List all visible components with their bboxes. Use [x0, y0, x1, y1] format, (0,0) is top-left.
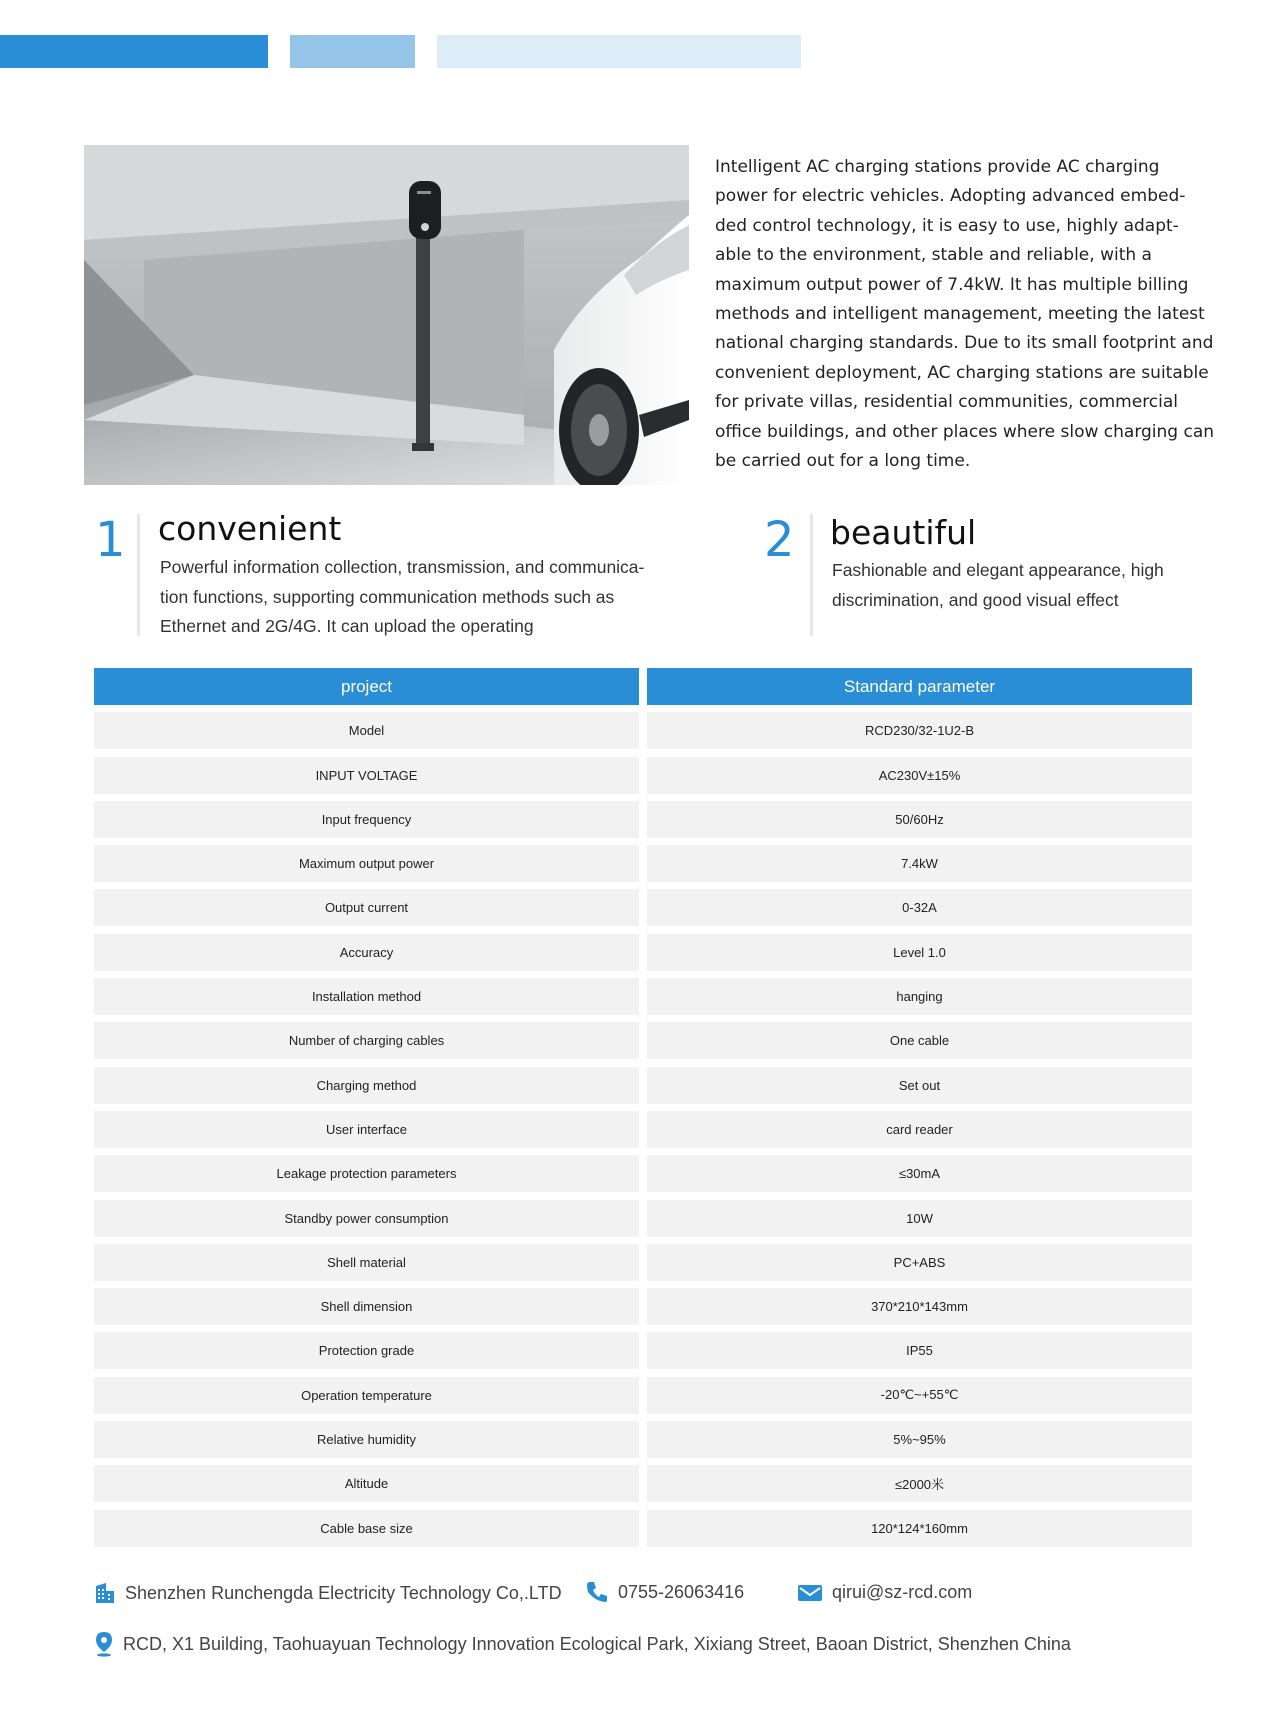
- table-row: [94, 757, 1192, 794]
- spec-value: 0-32A: [647, 889, 1192, 926]
- feature-description: Fashionable and elegant appearance, high discrimination, and good visual effect: [832, 560, 1164, 610]
- feature-title: convenient: [158, 509, 342, 548]
- spec-label: Model: [94, 712, 639, 749]
- header-standard-parameter: Standard parameter: [647, 668, 1192, 705]
- company-name: Shenzhen Runchengda Electricity Technology Co,.LTD: [125, 1582, 562, 1603]
- header-accent-bar-medium: [290, 35, 415, 68]
- table-row: [94, 1332, 1192, 1369]
- specs-table: [94, 668, 1192, 1554]
- spec-label: Relative humidity: [94, 1421, 639, 1458]
- spec-value: ≤30mA: [647, 1155, 1192, 1192]
- location-pin-icon: [94, 1631, 114, 1657]
- header-accent-bar-dark: [0, 35, 268, 68]
- spec-value: AC230V±15%: [647, 757, 1192, 794]
- spec-value: RCD230/32-1U2-B: [647, 712, 1192, 749]
- spec-value: 50/60Hz: [647, 801, 1192, 838]
- table-row: [94, 1465, 1192, 1502]
- spec-label: Output current: [94, 889, 639, 926]
- spec-value: 5%~95%: [647, 1421, 1192, 1458]
- feature-description: Powerful information collection, transmission, and communica- tion functions, supporting communication methods such as Ethernet and 2G/4G. It can upload the operating: [160, 557, 645, 636]
- spec-label: Accuracy: [94, 934, 639, 971]
- spec-value: -20℃~+55℃: [647, 1377, 1192, 1414]
- spec-value: PC+ABS: [647, 1244, 1192, 1281]
- address-text: RCD, X1 Building, Taohuayuan Technology Innovation Ecological Park, Xixiang Street, Baoan District, Shenzhen China: [123, 1633, 1071, 1654]
- table-row: [94, 1510, 1192, 1547]
- spec-label: Shell material: [94, 1244, 639, 1281]
- table-row: [94, 712, 1192, 749]
- spec-value: Set out: [647, 1067, 1192, 1104]
- spec-label: INPUT VOLTAGE: [94, 757, 639, 794]
- spec-value: Level 1.0: [647, 934, 1192, 971]
- table-row: [94, 1155, 1192, 1192]
- phone-icon: [585, 1580, 609, 1604]
- spec-label: Leakage protection parameters: [94, 1155, 639, 1192]
- spec-label: Installation method: [94, 978, 639, 1015]
- table-row: [94, 889, 1192, 926]
- phone-number[interactable]: 0755-26063416: [618, 1581, 745, 1602]
- feature-divider: [810, 514, 813, 636]
- footer-address: [94, 1631, 1071, 1657]
- spec-label: Standby power consumption: [94, 1200, 639, 1237]
- footer-company: [94, 1582, 562, 1604]
- table-row: [94, 1421, 1192, 1458]
- spec-value: 120*124*160mm: [647, 1510, 1192, 1547]
- mail-icon: [797, 1583, 823, 1603]
- table-row: [94, 1200, 1192, 1237]
- spec-value: hanging: [647, 978, 1192, 1015]
- email-address[interactable]: qirui@sz-rcd.com: [832, 1582, 973, 1602]
- spec-label: Operation temperature: [94, 1377, 639, 1414]
- table-row: [94, 1067, 1192, 1104]
- table-row: [94, 934, 1192, 971]
- charging-station-illustration: [84, 145, 689, 485]
- footer-email: [797, 1582, 972, 1603]
- spec-value: 370*210*143mm: [647, 1288, 1192, 1325]
- intro-paragraph: Intelligent AC charging stations provide AC charging power for electric vehicles. Adopting advanced embed- ded control technology, it is easy to use, highly adapt- able to the environment, stable and reliable, with a maximum output power of 7.4kW. It has multiple billing methods and intelligent management, meeting the latest national charging standards. Due to its small footprint and convenient deployment, AC charging stations are suitable for private villas, residential communities, commercial office buildings, and other places where slow charging can be carried out for a long time.: [715, 157, 1215, 472]
- spec-label: User interface: [94, 1111, 639, 1148]
- spec-label: Number of charging cables: [94, 1022, 639, 1059]
- table-row: [94, 1244, 1192, 1281]
- footer-phone: [585, 1580, 744, 1604]
- spec-value: 10W: [647, 1200, 1192, 1237]
- spec-label: Altitude: [94, 1465, 639, 1502]
- spec-label: Charging method: [94, 1067, 639, 1104]
- header-accent-bar-light: [437, 35, 801, 68]
- table-row: [94, 1022, 1192, 1059]
- table-row: [94, 1111, 1192, 1148]
- table-row: [94, 801, 1192, 838]
- feature-number: 1: [95, 512, 126, 568]
- spec-value: ≤2000米: [647, 1465, 1192, 1502]
- table-row: [94, 1288, 1192, 1325]
- spec-value: card reader: [647, 1111, 1192, 1148]
- spec-label: Maximum output power: [94, 845, 639, 882]
- spec-value: One cable: [647, 1022, 1192, 1059]
- feature-title: beautiful: [830, 513, 977, 552]
- feature-divider: [137, 514, 140, 636]
- spec-label: Input frequency: [94, 801, 639, 838]
- specs-header-row: [94, 668, 1192, 705]
- spec-label: Protection grade: [94, 1332, 639, 1369]
- table-row: [94, 978, 1192, 1015]
- table-row: [94, 1377, 1192, 1414]
- building-icon: [94, 1582, 116, 1604]
- spec-label: Shell dimension: [94, 1288, 639, 1325]
- spec-value: IP55: [647, 1332, 1192, 1369]
- product-photo: [84, 145, 689, 485]
- spec-value: 7.4kW: [647, 845, 1192, 882]
- header-project: project: [94, 668, 639, 705]
- table-row: [94, 845, 1192, 882]
- spec-label: Cable base size: [94, 1510, 639, 1547]
- feature-number: 2: [764, 512, 795, 568]
